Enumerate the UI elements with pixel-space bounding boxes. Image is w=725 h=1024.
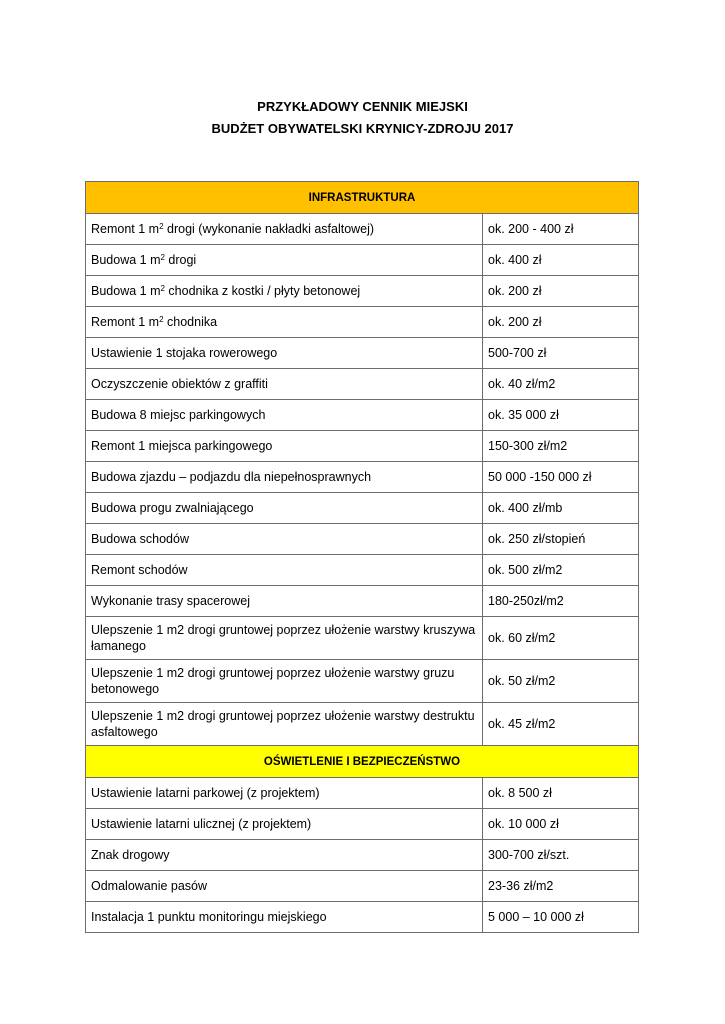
item-description (86, 524, 483, 555)
item-description (86, 902, 483, 933)
item-description (86, 703, 483, 746)
item-description (86, 840, 483, 871)
table-row (86, 555, 639, 586)
table-row (86, 660, 639, 703)
item-text: Ulepszenie 1 m2 drogi gruntowej poprzez ułożenie warstwy kruszywa łamanego (91, 623, 476, 653)
item-description (86, 462, 483, 493)
item-price: 5 000 – 10 000 zł (483, 902, 639, 933)
item-price: ok. 250 zł/stopień (483, 524, 639, 555)
item-text: Odmalowanie pasów (91, 879, 208, 893)
item-text: Znak drogowy (91, 848, 170, 862)
item-price: ok. 200 - 400 zł (483, 214, 639, 245)
item-price: ok. 200 zł (483, 307, 639, 338)
price-table (85, 181, 639, 933)
item-text: Instalacja 1 punktu monitoringu miejskiego (91, 910, 327, 924)
item-text: Ulepszenie 1 m2 drogi gruntowej poprzez ułożenie warstwy destruktu asfaltowego (91, 709, 475, 739)
item-description (86, 809, 483, 840)
table-row (86, 703, 639, 746)
table-row (86, 462, 639, 493)
item-text: Remont 1 miejsca parkingowego (91, 439, 273, 453)
title-line-2: BUDŻET OBYWATELSKI KRYNICY-ZDROJU 2017 (211, 121, 514, 136)
item-price: ok. 35 000 zł (483, 400, 639, 431)
item-price: ok. 200 zł (483, 276, 639, 307)
item-price: 300-700 zł/szt. (483, 840, 639, 871)
document-title (0, 96, 725, 140)
item-description (86, 369, 483, 400)
item-description (86, 245, 483, 276)
item-text: Ustawienie 1 stojaka rowerowego (91, 346, 278, 360)
item-price: 500-700 zł (483, 338, 639, 369)
table-row (86, 307, 639, 338)
section-header-row (86, 746, 639, 778)
item-description (86, 276, 483, 307)
item-text: Budowa schodów (91, 532, 189, 546)
item-text: Remont 1 m (91, 222, 160, 236)
item-price: ok. 60 zł/m2 (483, 617, 639, 660)
item-price: ok. 50 zł/m2 (483, 660, 639, 703)
item-superscript: 2 (159, 315, 164, 324)
item-text: Budowa zjazdu – podjazdu dla niepełnosprawnych (91, 470, 372, 484)
item-text: Wykonanie trasy spacerowej (91, 594, 250, 608)
item-description (86, 493, 483, 524)
item-price: ok. 400 zł/mb (483, 493, 639, 524)
item-price: ok. 8 500 zł (483, 778, 639, 809)
table-row (86, 400, 639, 431)
table-row (86, 617, 639, 660)
title-line-1: PRZYKŁADOWY CENNIK MIEJSKI (257, 99, 468, 114)
item-text: Ustawienie latarni ulicznej (z projektem) (91, 817, 312, 831)
item-text: Budowa progu zwalniającego (91, 501, 254, 515)
item-text: Budowa 1 m (91, 253, 161, 267)
item-description (86, 778, 483, 809)
table-row (86, 778, 639, 809)
item-text: Budowa 1 m (91, 284, 161, 298)
item-text: Oczyszczenie obiektów z graffiti (91, 377, 268, 391)
item-price: ok. 400 zł (483, 245, 639, 276)
item-description (86, 617, 483, 660)
item-superscript: 2 (159, 222, 164, 231)
table-row (86, 431, 639, 462)
item-text: Ulepszenie 1 m2 drogi gruntowej poprzez ułożenie warstwy gruzu betonowego (91, 666, 455, 696)
item-price: ok. 40 zł/m2 (483, 369, 639, 400)
item-text: Remont schodów (91, 563, 188, 577)
section-header-row (86, 182, 639, 214)
item-text: Remont 1 m (91, 315, 160, 329)
table-row (86, 214, 639, 245)
table-row (86, 586, 639, 617)
item-superscript: 2 (160, 284, 165, 293)
item-description (86, 871, 483, 902)
section-title: OŚWIETLENIE I BEZPIECZEŃSTWO (86, 746, 639, 778)
table-row (86, 369, 639, 400)
item-text-rest: drogi (wykonanie nakładki asfaltowej) (163, 222, 375, 236)
item-price: 180-250zł/m2 (483, 586, 639, 617)
item-description (86, 431, 483, 462)
table-row (86, 840, 639, 871)
table-row (86, 338, 639, 369)
table-row (86, 902, 639, 933)
item-superscript: 2 (160, 253, 165, 262)
item-price: 50 000 -150 000 zł (483, 462, 639, 493)
item-text-rest: drogi (164, 253, 197, 267)
table-row (86, 276, 639, 307)
item-description (86, 338, 483, 369)
item-description (86, 400, 483, 431)
item-price: 150-300 zł/m2 (483, 431, 639, 462)
price-table-body (86, 182, 639, 933)
table-row (86, 245, 639, 276)
table-row (86, 493, 639, 524)
item-description (86, 555, 483, 586)
item-description (86, 214, 483, 245)
item-text-rest: chodnika (163, 315, 218, 329)
item-price: ok. 10 000 zł (483, 809, 639, 840)
item-price: ok. 45 zł/m2 (483, 703, 639, 746)
item-description (86, 307, 483, 338)
item-description (86, 660, 483, 703)
section-title: INFRASTRUKTURA (86, 182, 639, 214)
table-row (86, 871, 639, 902)
item-description (86, 586, 483, 617)
item-price: ok. 500 zł/m2 (483, 555, 639, 586)
item-text: Ustawienie latarni parkowej (z projektem) (91, 786, 320, 800)
item-price: 23-36 zł/m2 (483, 871, 639, 902)
table-row (86, 809, 639, 840)
item-text-rest: chodnika z kostki / płyty betonowej (164, 284, 361, 298)
table-row (86, 524, 639, 555)
item-text: Budowa 8 miejsc parkingowych (91, 408, 266, 422)
